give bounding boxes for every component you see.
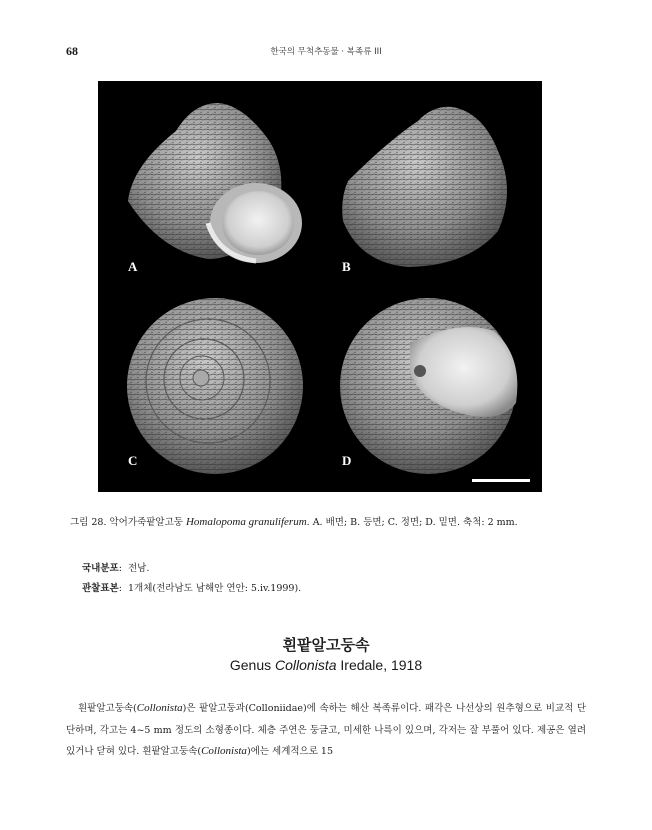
page-header bbox=[66, 44, 586, 60]
shell-panel-d bbox=[340, 298, 517, 474]
distribution-label: 국내분포 bbox=[82, 563, 119, 574]
panel-label-b: B bbox=[342, 259, 351, 274]
page-number: 68 bbox=[66, 44, 78, 58]
running-title: 한국의 무척추동물 · 복족류 III bbox=[270, 47, 382, 57]
specimen-value: 1개체(전라남도 남해안 연안: 5.iv.1999). bbox=[127, 583, 302, 594]
panel-label-c: C bbox=[128, 453, 138, 468]
panel-label-d: D bbox=[342, 453, 352, 468]
specimen-line: 관찰표본: 1개체(전라남도 남해안 연안: 5.iv.1999). bbox=[82, 583, 302, 594]
shell-panel-b bbox=[342, 107, 507, 267]
panel-label-a: A bbox=[128, 259, 138, 274]
genus-latin-heading: Genus Collonista Iredale, 1918 bbox=[229, 657, 423, 673]
shell-panel-c bbox=[127, 298, 303, 474]
shell-photographs bbox=[98, 81, 542, 492]
distribution-line: 국내분포: 전남. bbox=[82, 563, 150, 574]
scale-bar bbox=[472, 479, 530, 482]
genus-description: 흰팥알고둥속(Collonista)은 팥알고둥과(Colloniidae)에 속하는 해산 복족류이다. 패각은 나선상의 원추형으로 비교적 단단하며, 각고는 4~5 mm 정도의 소형종이다. 체층 주연은 둥글고, 미세한 나륵이 있으며, 각저는 잘 부풀어 있다. 제공은 열려 있거나 닫혀 있다. 흰팥알고둥속(Collonista)에는 세계적으로 15 bbox=[66, 702, 586, 757]
genus-korean-heading: 흰팥알고둥속 bbox=[282, 636, 370, 654]
shell-panel-a bbox=[128, 103, 302, 263]
figure-caption: 그림 28. 악어가죽팥알고둥 Homalopoma granuliferum. A. 배면; B. 등면; C. 정면; D. 밑면. 축척: 2 mm. bbox=[70, 516, 518, 528]
distribution-value: 전남. bbox=[127, 563, 150, 574]
specimen-figure bbox=[98, 81, 542, 492]
species-name: Homalopoma granuliferum bbox=[185, 516, 307, 528]
specimen-label: 관찰표본 bbox=[82, 583, 119, 594]
